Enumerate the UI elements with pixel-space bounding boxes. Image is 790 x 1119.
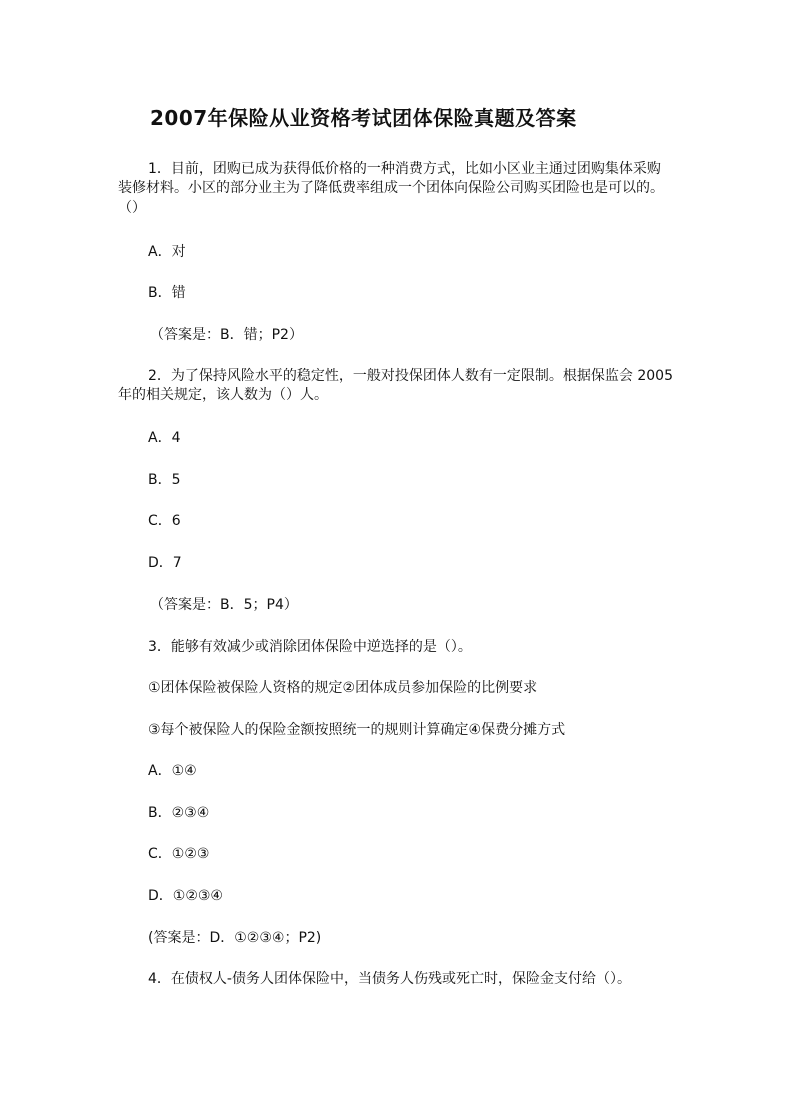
option: C．6	[148, 513, 181, 529]
question-text: 3．能够有效减少或消除团体保险中逆选择的是（）。	[148, 639, 472, 655]
option: A．对	[148, 244, 186, 260]
option: B．错	[148, 285, 186, 301]
question-text: ①团体保险被保险人资格的规定②团体成员参加保险的比例要求	[148, 680, 538, 696]
question-text: （）	[118, 200, 146, 216]
option: B．5	[148, 472, 181, 488]
option: C．①②③	[148, 846, 210, 862]
question-text: ③每个被保险人的保险金额按照统一的规则计算确定④保费分摊方式	[148, 722, 566, 738]
question-text: 1．目前，团购已成为获得低价格的一种消费方式，比如小区业主通过团购集体采购	[148, 161, 661, 177]
question-text: 4．在债权人-债务人团体保险中，当债务人伤残或死亡时，保险金支付给（）。	[148, 971, 631, 987]
answer: (答案是：D．①②③④；P2)	[148, 930, 322, 946]
page-title: 2007年保险从业资格考试团体保险真题及答案	[150, 106, 577, 130]
answer: （答案是：B．5；P4）	[150, 597, 298, 613]
option: D．7	[148, 555, 182, 571]
answer: （答案是：B．错；P2）	[150, 327, 303, 343]
option: A．①④	[148, 763, 197, 779]
question-text: 装修材料。小区的部分业主为了降低费率组成一个团体向保险公司购买团险也是可以的。	[118, 180, 664, 196]
option: B．②③④	[148, 805, 210, 821]
question-text: 年的相关规定，该人数为（）人。	[118, 387, 328, 403]
option: D．①②③④	[148, 888, 223, 904]
option: A．4	[148, 430, 181, 446]
question-text: 2．为了保持风险水平的稳定性，一般对投保团体人数有一定限制。根据保监会 2005	[148, 368, 673, 384]
